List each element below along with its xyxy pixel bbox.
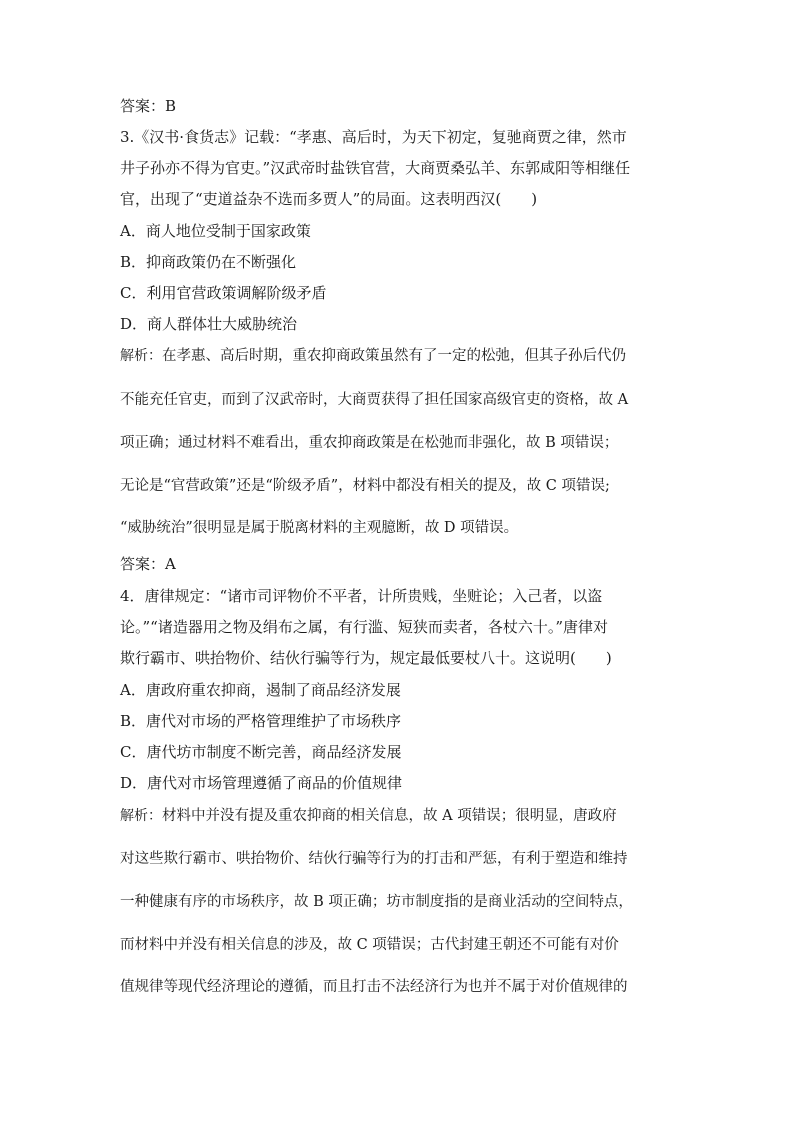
q4-stem-line-1: 4．唐律规定：“诸市司评物价不平者，计所贵贱，坐赃论；入己者，以盗 bbox=[120, 587, 603, 605]
q3-option-d: D．商人群体壮大威胁统治 bbox=[120, 315, 298, 333]
q4-option-d: D．唐代对市场管理遵循了商品的价值规律 bbox=[120, 774, 403, 792]
q4-analysis-line-3: 一种健康有序的市场秩序，故 B 项正确；坊市制度指的是商业活动的空间特点， bbox=[120, 894, 633, 910]
q3-analysis-line-5: “威胁统治”很明显是属于脱离材料的主观臆断，故 D 项错误。 bbox=[120, 520, 519, 536]
analysis-label: 解析： bbox=[120, 808, 162, 824]
q3-analysis-line-2: 不能充任官吏，而到了汉武帝时，大商贾获得了担任国家高级官吏的资格，故 A bbox=[120, 392, 629, 408]
q3-analysis-line-3: 项正确；通过材料不难看出，重农抑商政策是在松弛而非强化，故 B 项错误； bbox=[120, 435, 619, 451]
answer-line: 答案：A bbox=[120, 555, 176, 573]
q3-analysis-line-4: 无论是“官营政策”还是“阶级矛盾”，材料中都没有相关的提及，故 C 项错误; bbox=[120, 478, 610, 494]
q3-stem-line-1: 3.《汉书·食货志》记载：“孝惠、高后时，为天下初定，复驰商贾之律，然市 bbox=[120, 128, 627, 146]
q3-option-c: C．利用官营政策调解阶级矛盾 bbox=[120, 284, 327, 302]
q3-option-a: A．商人地位受制于国家政策 bbox=[120, 222, 311, 240]
q3-stem-line-3: 官，出现了“吏道益杂不选而多贾人”的局面。这表明西汉( ) bbox=[120, 190, 538, 208]
answer-line: 答案：B bbox=[120, 97, 177, 115]
q4-stem-line-3: 欺行霸市、哄抬物价、结伙行骗等行为，规定最低要杖八十。这说明( ) bbox=[120, 649, 612, 667]
q4-stem-line-2: 论。”“诸造器用之物及绢布之属，有行滥、短狭而卖者，各杖六十。”唐律对 bbox=[120, 618, 609, 636]
q4-analysis-line-5: 值规律等现代经济理论的遵循，而且打击不法经济行为也并不属于对价值规律的 bbox=[120, 979, 628, 995]
q3-option-b: B．抑商政策仍在不断强化 bbox=[120, 253, 297, 271]
q4-analysis-line-4: 而材料中并没有相关信息的涉及，故 C 项错误；古代封建王朝还不可能有对价 bbox=[120, 937, 619, 953]
q4-option-c: C．唐代坊市制度不断完善，商品经济发展 bbox=[120, 743, 402, 761]
q4-option-a: A．唐政府重农抑商，遏制了商品经济发展 bbox=[120, 681, 401, 699]
q4-analysis-line-2: 对这些欺行霸市、哄抬物价、结伙行骗等行为的打击和严惩，有利于塑造和维持 bbox=[120, 851, 628, 867]
q4-analysis-line-1: 解析：材料中并没有提及重农抑商的相关信息，故 A 项错误；很明显，唐政府 bbox=[120, 808, 617, 824]
q3-stem-line-2: 井子孙亦不得为官吏。”汉武帝时盐铁官营，大商贾桑弘羊、东郭咸阳等相继任 bbox=[120, 159, 631, 177]
q4-option-b: B．唐代对市场的严格管理维护了市场秩序 bbox=[120, 712, 402, 730]
analysis-label: 解析： bbox=[120, 348, 162, 364]
q3-analysis-line-1: 解析：在孝惠、高后时期，重农抑商政策虽然有了一定的松弛，但其子孙后代仍 bbox=[120, 348, 626, 364]
